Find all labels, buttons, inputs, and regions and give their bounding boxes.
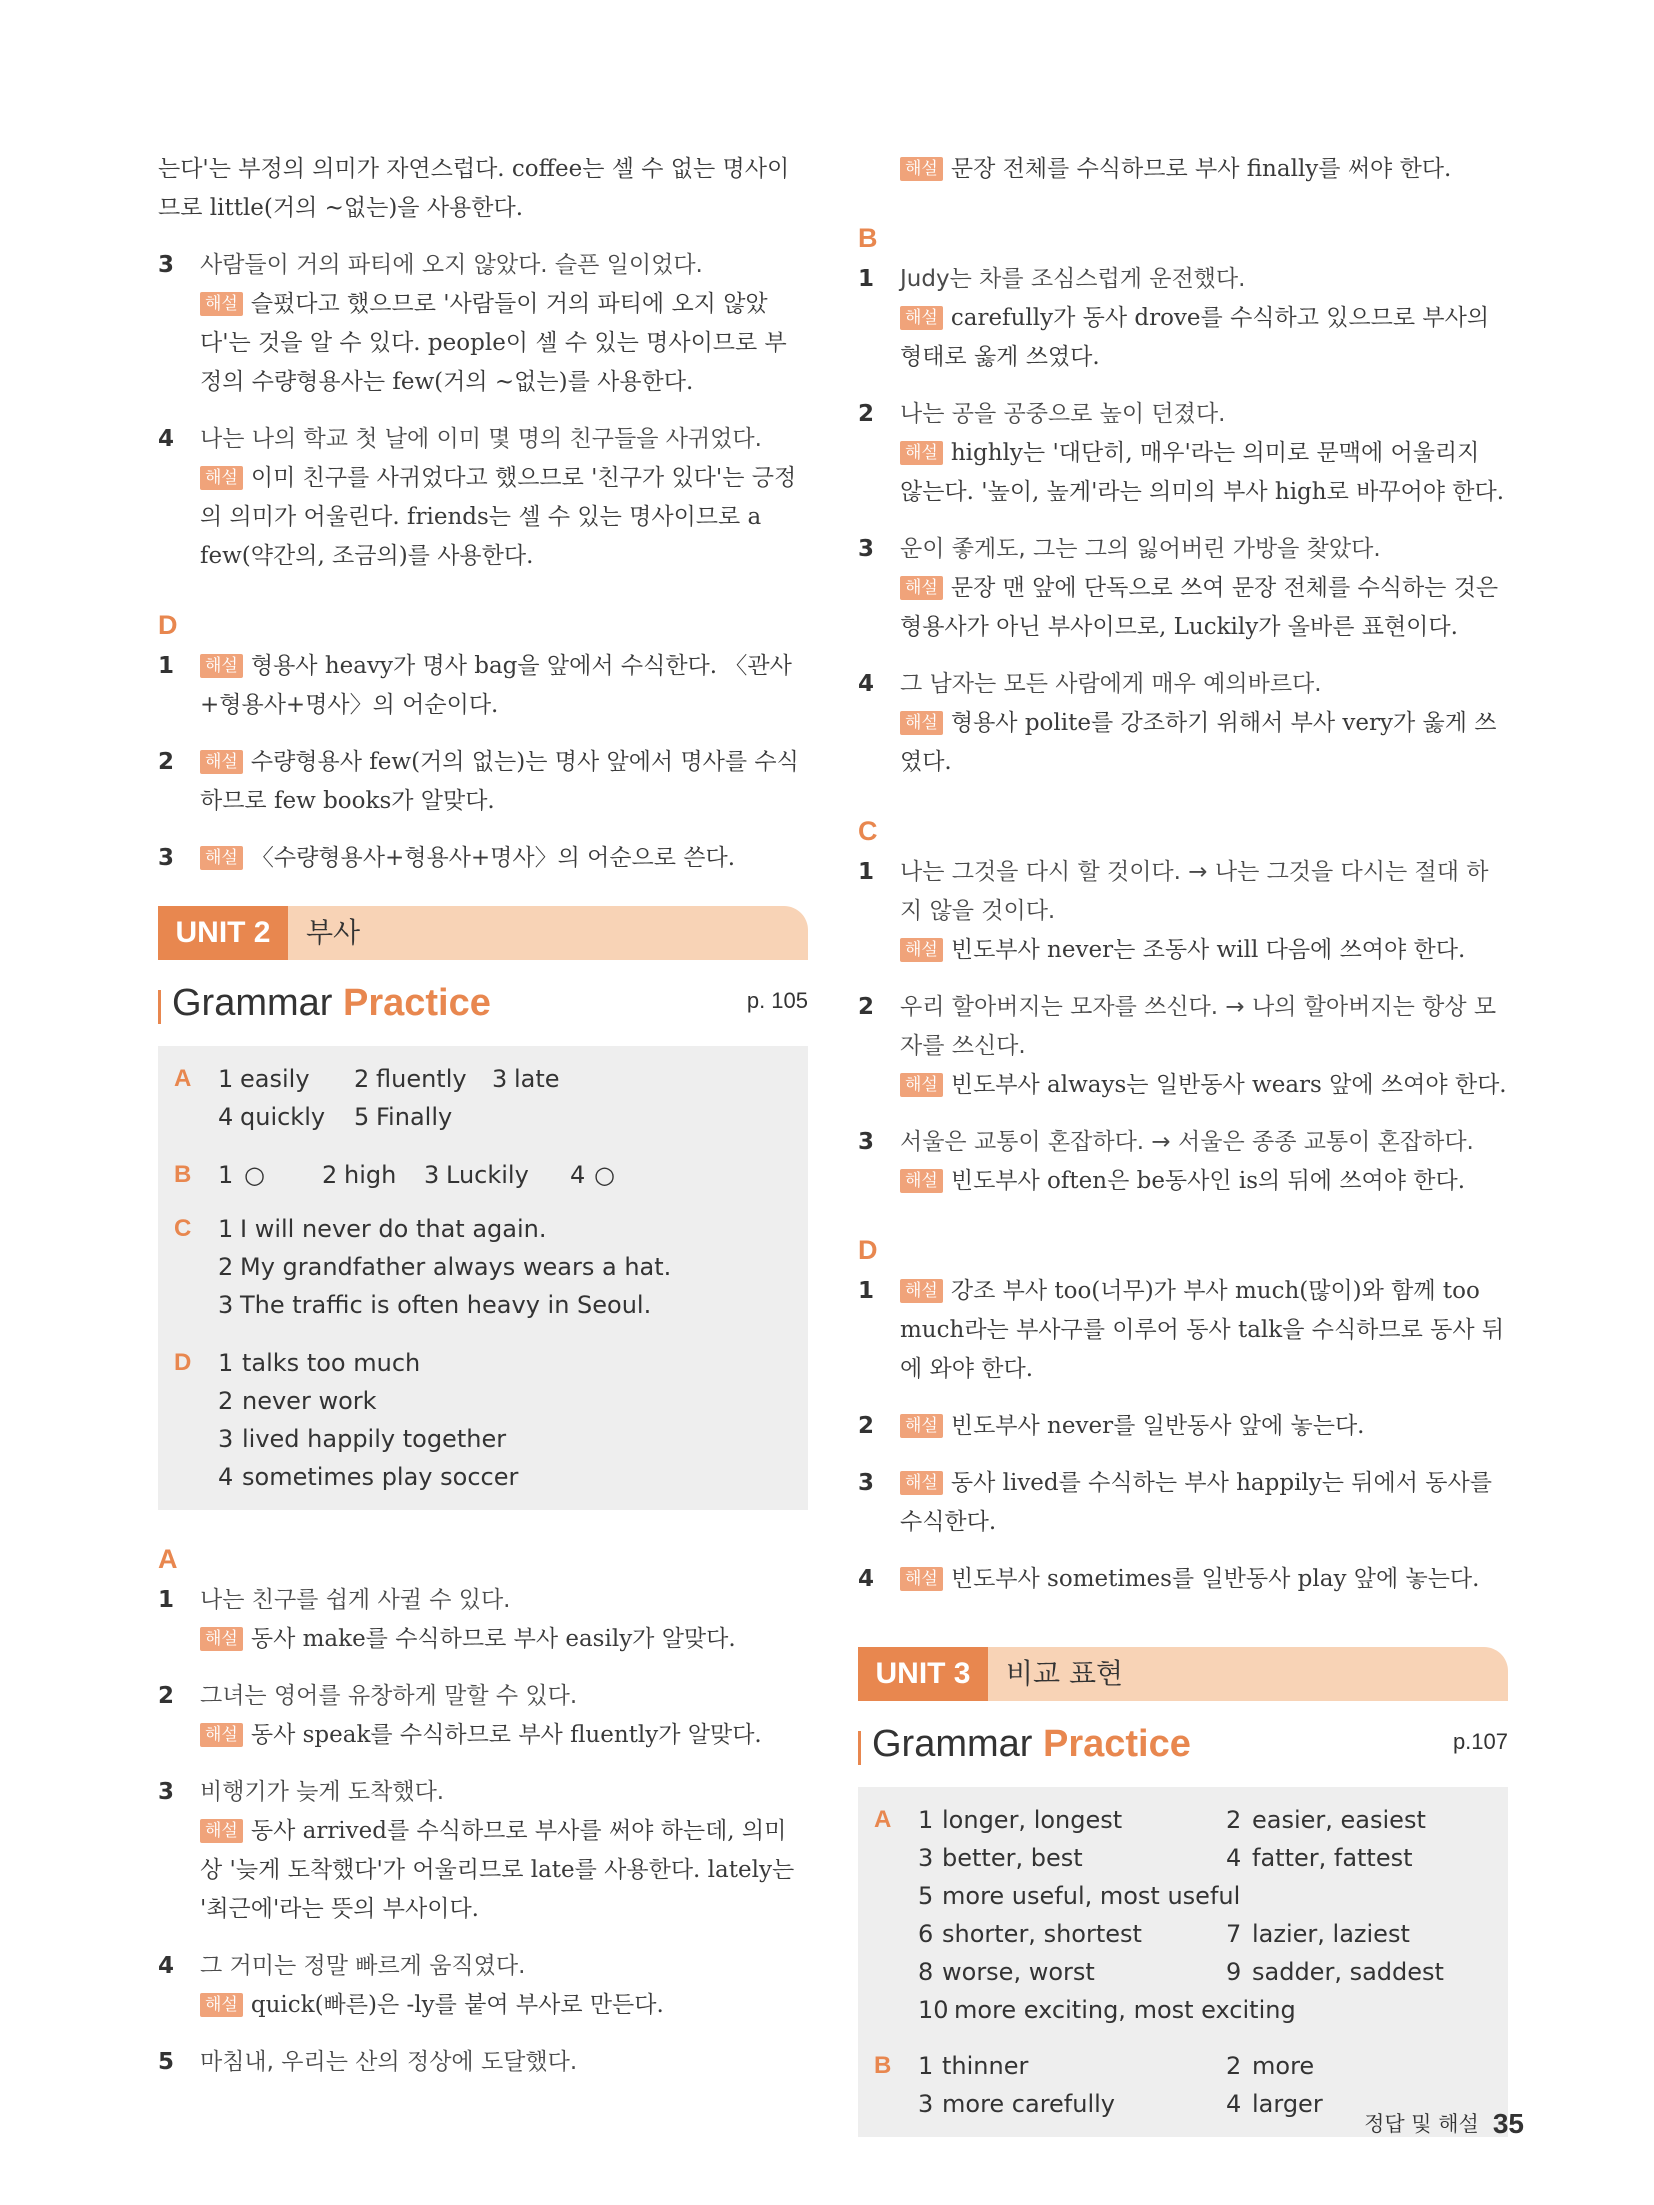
- heading-grammar: Grammar: [872, 1723, 1043, 1765]
- item-number: 3: [858, 536, 875, 562]
- explanation-text: 빈도부사 sometimes를 일반동사 play 앞에 놓는다.: [950, 1566, 1480, 1592]
- answer-letter: B: [874, 2052, 892, 2079]
- explanation-badge: 해설: [200, 654, 243, 678]
- explanation-text: 동사 speak를 수식하므로 부사 fluently가 알맞다.: [250, 1722, 762, 1748]
- answer-letter: D: [174, 1349, 192, 1376]
- item-number: 3: [158, 252, 175, 278]
- answer-number: 7: [1226, 1920, 1242, 1948]
- unit-header: [158, 906, 808, 960]
- answer-number: 3: [218, 1425, 234, 1453]
- korean-sentence: 나는 공을 공중으로 높이 던졌다.: [900, 401, 1226, 427]
- right-column: [858, 150, 1508, 2137]
- explanation-text: 동사 arrived를 수식하므로 부사를 써야 하는데, 의미상 '늦게 도착했다'가 어울리므로 late를 사용한다. lately는 '최근에'라는 뜻의 부사이다.: [200, 1818, 795, 1922]
- answer-text: more exciting, most exciting: [954, 1996, 1296, 2024]
- explanation-text: 수량형용사 few(거의 없는)는 명사 앞에서 명사를 수식하므로 few books가 알맞다.: [200, 749, 799, 814]
- list-item: [158, 1947, 808, 2025]
- answer-number: 4: [218, 1103, 234, 1131]
- section-letter: D: [858, 1235, 878, 1265]
- answer-text: lived happily together: [242, 1425, 507, 1453]
- item-number: 3: [158, 845, 175, 871]
- answer-text: lazier, laziest: [1252, 1920, 1410, 1948]
- answer-text: easier, easiest: [1252, 1806, 1426, 1834]
- explanation-badge: 해설: [200, 466, 243, 490]
- list-item: [158, 2043, 808, 2082]
- item-number: 1: [858, 1278, 875, 1304]
- section-heading: [158, 982, 808, 1036]
- answer-number: 2: [1226, 1806, 1242, 1834]
- answer-text: larger: [1252, 2090, 1323, 2118]
- list-item: [158, 1581, 808, 1659]
- explanation-badge: 해설: [900, 306, 943, 330]
- answer-box: [858, 1787, 1508, 2137]
- answer-number: 3: [918, 2090, 934, 2118]
- explanation-text: carefully가 동사 drove를 수식하고 있으므로 부사의 형태로 옳게 쓰였다.: [900, 305, 1490, 370]
- answer-number: 2: [218, 1253, 234, 1281]
- answer-number: 4: [1226, 1844, 1242, 1872]
- list-item: [158, 839, 808, 878]
- answer-text: more carefully: [942, 2090, 1116, 2118]
- list-item: [158, 743, 808, 821]
- answer-text: better, best: [942, 1844, 1083, 1872]
- korean-sentence: 그 거미는 정말 빠르게 움직였다.: [200, 1953, 526, 1979]
- answer-text: late: [514, 1065, 560, 1093]
- answer-text: shorter, shortest: [942, 1920, 1142, 1948]
- answer-number: 2: [1226, 2052, 1242, 2080]
- korean-sentence: 사람들이 거의 파티에 오지 않았다. 슬픈 일이었다.: [200, 252, 703, 278]
- explanation-badge: 해설: [900, 1414, 943, 1438]
- korean-sentence: 그 남자는 모든 사람에게 매우 예의바르다.: [900, 671, 1322, 697]
- korean-sentence: 서울은 교통이 혼잡하다. → 서울은 종종 교통이 혼잡하다.: [900, 1129, 1474, 1155]
- item-number: 2: [858, 401, 875, 427]
- page-footer: [1364, 2108, 1524, 2140]
- explanation-badge: 해설: [200, 846, 243, 870]
- item-number: 2: [158, 749, 175, 775]
- answer-text: never work: [242, 1387, 377, 1415]
- answer-text: My grandfather always wears a hat.: [240, 1253, 672, 1281]
- answer-text: sometimes play soccer: [242, 1463, 519, 1491]
- explanation-text: 형용사 heavy가 명사 bag을 앞에서 수식한다. 〈관사+형용사+명사〉의 어순이다.: [200, 653, 792, 718]
- answer-text: Finally: [376, 1103, 453, 1131]
- answer-number: 2: [218, 1387, 234, 1415]
- answer-text: talks too much: [242, 1349, 421, 1377]
- explanation-text: 빈도부사 always는 일반동사 wears 앞에 쓰여야 한다.: [950, 1072, 1507, 1098]
- list-item: [158, 1773, 808, 1929]
- explanation-badge: 해설: [900, 1567, 943, 1591]
- explanation-text: 슬펐다고 했으므로 '사람들이 거의 파티에 오지 않았다'는 것을 알 수 있다. people이 셀 수 있는 명사이므로 부정의 수량형용사는 few(거의 ~없는)를 사용한다.: [200, 291, 787, 395]
- item-number: 1: [858, 266, 875, 292]
- answer-text: thinner: [942, 2052, 1029, 2080]
- answer-text: worse, worst: [942, 1958, 1095, 1986]
- list-item: [858, 665, 1508, 782]
- korean-sentence: 비행기가 늦게 도착했다.: [200, 1779, 445, 1805]
- answer-number: 1: [918, 1806, 934, 1834]
- page-reference: p.107: [1452, 1729, 1508, 1754]
- footer-label: 정답 및 해설: [1364, 2112, 1479, 2136]
- korean-sentence: 운이 좋게도, 그는 그의 잃어버린 가방을 찾았다.: [900, 536, 1381, 562]
- heading-practice: Practice: [1043, 1723, 1191, 1765]
- explanation-text: 빈도부사 often은 be동사인 is의 뒤에 쓰여야 한다.: [950, 1168, 1466, 1194]
- list-item: [158, 246, 808, 402]
- explanation-badge: 해설: [200, 1993, 243, 2017]
- list-item: [158, 1677, 808, 1755]
- section-letter: D: [158, 610, 178, 640]
- item-number: 4: [158, 426, 175, 452]
- item-number: 1: [858, 859, 875, 885]
- answer-number: 4: [570, 1161, 586, 1189]
- item-number: 1: [158, 1587, 175, 1613]
- item-number: 2: [858, 994, 875, 1020]
- explanation-text: 강조 부사 too(너무)가 부사 much(많이)와 함께 too much라는 부사구를 이루어 동사 talk을 수식하므로 동사 뒤에 와야 한다.: [900, 1278, 1505, 1382]
- explanation-text: 〈수량형용사+형용사+명사〉의 어순으로 쓴다.: [250, 845, 736, 871]
- answer-number: 1: [218, 1161, 234, 1189]
- answer-text: more: [1252, 2052, 1315, 2080]
- answer-text: more useful, most useful: [942, 1882, 1241, 1910]
- list-item: [858, 988, 1508, 1105]
- page-reference: p. 105: [746, 988, 808, 1013]
- answer-letter: A: [874, 1806, 892, 1833]
- answer-number: 10: [918, 1996, 949, 2024]
- explanation-badge: 해설: [900, 938, 943, 962]
- unit-header: [858, 1647, 1508, 1701]
- answer-text: sadder, saddest: [1252, 1958, 1444, 1986]
- answer-text: fatter, fattest: [1252, 1844, 1413, 1872]
- list-item: [858, 395, 1508, 512]
- item-number: 3: [158, 1779, 175, 1805]
- answer-number: 8: [918, 1958, 934, 1986]
- explanation-badge: 해설: [900, 711, 943, 735]
- item-number: 3: [858, 1470, 875, 1496]
- explanation-badge: 해설: [900, 1169, 943, 1193]
- list-item: [858, 150, 1508, 189]
- list-item: [158, 647, 808, 725]
- answer-number: 3: [424, 1161, 440, 1189]
- answer-text: quickly: [240, 1103, 326, 1131]
- heading-grammar: Grammar: [172, 982, 343, 1024]
- item-number: 2: [858, 1413, 875, 1439]
- intro-paragraph: 는다'는 부정의 의미가 자연스럽다. coffee는 셀 수 없는 명사이므로 little(거의 ~없는)을 사용한다.: [158, 156, 790, 221]
- explanation-text: 문장 맨 앞에 단독으로 쓰여 문장 전체를 수식하는 것은 형용사가 아닌 부사이므로, Luckily가 올바른 표현이다.: [900, 575, 1499, 640]
- section-heading: [858, 1723, 1508, 1777]
- answer-number: 4: [1226, 2090, 1242, 2118]
- answer-number: 5: [354, 1103, 370, 1131]
- item-number: 2: [158, 1683, 175, 1709]
- explanation-badge: 해설: [200, 1627, 243, 1651]
- unit-title: 비교 표현: [1006, 1657, 1124, 1690]
- explanation-badge: 해설: [900, 1279, 943, 1303]
- explanation-text: 동사 make를 수식하므로 부사 easily가 알맞다.: [250, 1626, 736, 1652]
- answer-letter: A: [174, 1065, 192, 1092]
- korean-sentence: 우리 할아버지는 모자를 쓰신다. → 나의 할아버지는 항상 모자를 쓰신다.: [900, 994, 1497, 1059]
- list-item: [858, 1123, 1508, 1201]
- answer-text: ○: [244, 1161, 265, 1189]
- explanation-text: 빈도부사 never를 일반동사 앞에 놓는다.: [950, 1413, 1365, 1439]
- answer-number: 6: [918, 1920, 934, 1948]
- unit-title: 부사: [306, 916, 361, 949]
- answer-text: ○: [594, 1161, 615, 1189]
- answer-number: 9: [1226, 1958, 1242, 1986]
- heading-practice: Practice: [343, 982, 491, 1024]
- korean-sentence: 그녀는 영어를 유창하게 말할 수 있다.: [200, 1683, 578, 1709]
- answer-number: 1: [918, 2052, 934, 2080]
- answer-number: 5: [918, 1882, 934, 1910]
- explanation-text: highly는 '대단히, 매우'라는 의미로 문맥에 어울리지 않는다. '높이, 높게'라는 의미의 부사 high로 바꾸어야 한다.: [900, 440, 1505, 505]
- explanation-badge: 해설: [900, 1471, 943, 1495]
- item-number: 4: [158, 1953, 175, 1979]
- answer-number: 3: [492, 1065, 508, 1093]
- korean-sentence: 나는 친구를 쉽게 사귈 수 있다.: [200, 1587, 511, 1613]
- answer-number: 2: [322, 1161, 338, 1189]
- list-item: [858, 530, 1508, 647]
- explanation-badge: 해설: [900, 157, 943, 181]
- korean-sentence: 마침내, 우리는 산의 정상에 도달했다.: [200, 2049, 578, 2075]
- answer-text: The traffic is often heavy in Seoul.: [240, 1291, 652, 1319]
- item-number: 3: [858, 1129, 875, 1155]
- answer-text: easily: [240, 1065, 310, 1093]
- explanation-badge: 해설: [900, 441, 943, 465]
- answer-text: Luckily: [446, 1161, 529, 1189]
- list-item: [858, 1560, 1508, 1599]
- list-item: [858, 1272, 1508, 1389]
- section-letter: A: [158, 1544, 178, 1574]
- section-letter: B: [858, 223, 878, 253]
- list-item: [858, 1407, 1508, 1446]
- answer-text: longer, longest: [942, 1806, 1123, 1834]
- korean-sentence: Judy는 차를 조심스럽게 운전했다.: [900, 266, 1246, 292]
- explanation-badge: 해설: [200, 292, 243, 316]
- answer-text: I will never do that again.: [240, 1215, 547, 1243]
- answer-number: 2: [354, 1065, 370, 1093]
- explanation-badge: 해설: [200, 750, 243, 774]
- answer-text: fluently: [376, 1065, 467, 1093]
- list-item: [858, 260, 1508, 377]
- list-item: [858, 1464, 1508, 1542]
- explanation-badge: 해설: [900, 1073, 943, 1097]
- heading-bar: [158, 990, 161, 1024]
- left-column: [158, 150, 808, 2082]
- explanation-badge: 해설: [200, 1819, 243, 1843]
- explanation-text: 문장 전체를 수식하므로 부사 finally를 써야 한다.: [950, 156, 1452, 182]
- answer-letter: C: [174, 1215, 192, 1242]
- answer-letter: B: [174, 1161, 192, 1188]
- unit-label: UNIT 3: [858, 1647, 988, 1701]
- explanation-text: 형용사 polite를 강조하기 위해서 부사 very가 옳게 쓰였다.: [900, 710, 1497, 775]
- korean-sentence: 나는 그것을 다시 할 것이다. → 나는 그것을 다시는 절대 하지 않을 것이다.: [900, 859, 1489, 924]
- explanation-badge: 해설: [200, 1723, 243, 1747]
- answer-number: 3: [918, 1844, 934, 1872]
- item-number: 5: [158, 2049, 175, 2075]
- item-number: 4: [858, 1566, 875, 1592]
- answer-number: 1: [218, 1215, 234, 1243]
- explanation-text: 이미 친구를 사귀었다고 했으므로 '친구가 있다'는 긍정의 의미가 어울린다. friends는 셀 수 있는 명사이므로 a few(약간의, 조금의)를 사용한다.: [200, 465, 797, 569]
- explanation-text: 빈도부사 never는 조동사 will 다음에 쓰여야 한다.: [950, 937, 1466, 963]
- explanation-badge: 해설: [900, 576, 943, 600]
- answer-number: 1: [218, 1349, 234, 1377]
- unit-label: UNIT 2: [158, 906, 288, 960]
- explanation-text: 동사 lived를 수식하는 부사 happily는 뒤에서 동사를 수식한다.: [900, 1470, 1492, 1535]
- answer-number: 3: [218, 1291, 234, 1319]
- answer-text: high: [344, 1161, 397, 1189]
- section-letter: C: [858, 816, 878, 846]
- answer-number: 4: [218, 1463, 234, 1491]
- answer-number: 1: [218, 1065, 234, 1093]
- list-item: [158, 420, 808, 576]
- answer-box: [158, 1046, 808, 1510]
- heading-bar: [858, 1731, 861, 1765]
- korean-sentence: 나는 나의 학교 첫 날에 이미 몇 명의 친구들을 사귀었다.: [200, 426, 762, 452]
- item-number: 4: [858, 671, 875, 697]
- page-number: 35: [1492, 2108, 1524, 2139]
- item-number: 1: [158, 653, 175, 679]
- explanation-text: quick(빠른)은 -ly를 붙여 부사로 만든다.: [250, 1992, 664, 2018]
- list-item: [858, 853, 1508, 970]
